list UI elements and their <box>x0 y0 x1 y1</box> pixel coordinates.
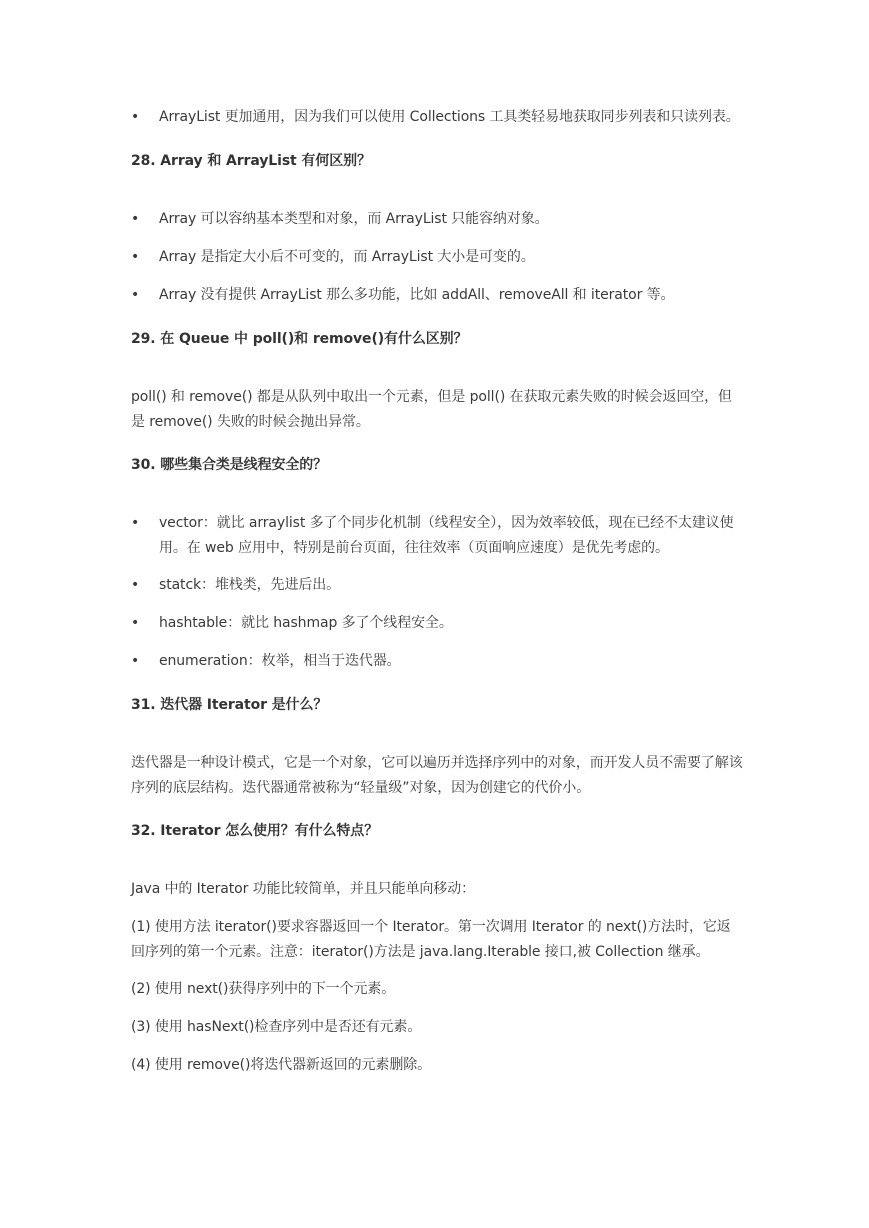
list-item-text: vector：就比 arraylist 多了个同步化机制（线程安全），因为效率较低，现在已经不太建议使用。在 web 应用中，特别是前台页面，往往效率（页面响应速度）是优先考虑的。 <box>159 515 734 556</box>
section-heading-28: 28. Array 和 ArrayList 有何区别？ <box>131 153 371 169</box>
bullet-icon: • <box>131 109 140 125</box>
list-item-text: ArrayList 更加通用，因为我们可以使用 Collections 工具类轻易地获取同步列表和只读列表。 <box>159 109 740 125</box>
list-item-text: statck：堆栈类，先进后出。 <box>159 577 341 593</box>
bullet-icon: • <box>131 577 140 593</box>
paragraph: Java 中的 Iterator 功能比较简单，并且只能单向移动： <box>131 881 475 897</box>
list-item <box>131 283 743 308</box>
list-item <box>131 511 743 561</box>
list-item <box>131 207 743 232</box>
paragraph: 迭代器是一种设计模式，它是一个对象，它可以遍历并选择序列中的对象，而开发人员不需要了解该序列的底层结构。迭代器通常被称为“轻量级”对象，因为创建它的代价小。 <box>131 755 743 796</box>
bullet-icon: • <box>131 249 140 265</box>
paragraph: (2) 使用 next()获得序列中的下一个元素。 <box>131 981 396 997</box>
list-item <box>131 245 743 270</box>
paragraph: (3) 使用 hasNext()检查序列中是否还有元素。 <box>131 1019 422 1035</box>
list-item-text: enumeration：枚举，相当于迭代器。 <box>159 653 401 669</box>
list-item <box>131 611 743 636</box>
list-item-text: Array 是指定大小后不可变的，而 ArrayList 大小是可变的。 <box>159 249 535 265</box>
paragraph: (4) 使用 remove()将迭代器新返回的元素删除。 <box>131 1057 432 1073</box>
paragraph: poll() 和 remove() 都是从队列中取出一个元素，但是 poll() 在获取元素失败的时候会返回空，但是 remove() 失败的时候会抛出异常。 <box>131 389 732 430</box>
list-item-text: hashtable：就比 hashmap 多了个线程安全。 <box>159 615 453 631</box>
section-heading-29: 29. 在 Queue 中 poll()和 remove()有什么区别？ <box>131 331 468 347</box>
bullet-icon: • <box>131 211 140 227</box>
bullet-icon: • <box>131 515 140 531</box>
paragraph: (1) 使用方法 iterator()要求容器返回一个 Iterator。第一次调用 Iterator 的 next()方法时，它返回序列的第一个元素。注意：iterator()方法是 java.lang.Iterable 接口,被 Collection 继承。 <box>131 919 731 960</box>
bullet-icon: • <box>131 653 140 669</box>
list-item <box>131 105 743 130</box>
section-heading-31: 31. 迭代器 Iterator 是什么？ <box>131 697 328 713</box>
bullet-icon: • <box>131 287 140 303</box>
bullet-icon: • <box>131 615 140 631</box>
list-item <box>131 573 743 598</box>
list-item-text: Array 可以容纳基本类型和对象，而 ArrayList 只能容纳对象。 <box>159 211 549 227</box>
section-heading-32: 32. Iterator 怎么使用？有什么特点？ <box>131 823 379 839</box>
list-item <box>131 649 743 674</box>
section-heading-30: 30. 哪些集合类是线程安全的？ <box>131 457 328 473</box>
list-item-text: Array 没有提供 ArrayList 那么多功能，比如 addAll、removeAll 和 iterator 等。 <box>159 287 675 303</box>
